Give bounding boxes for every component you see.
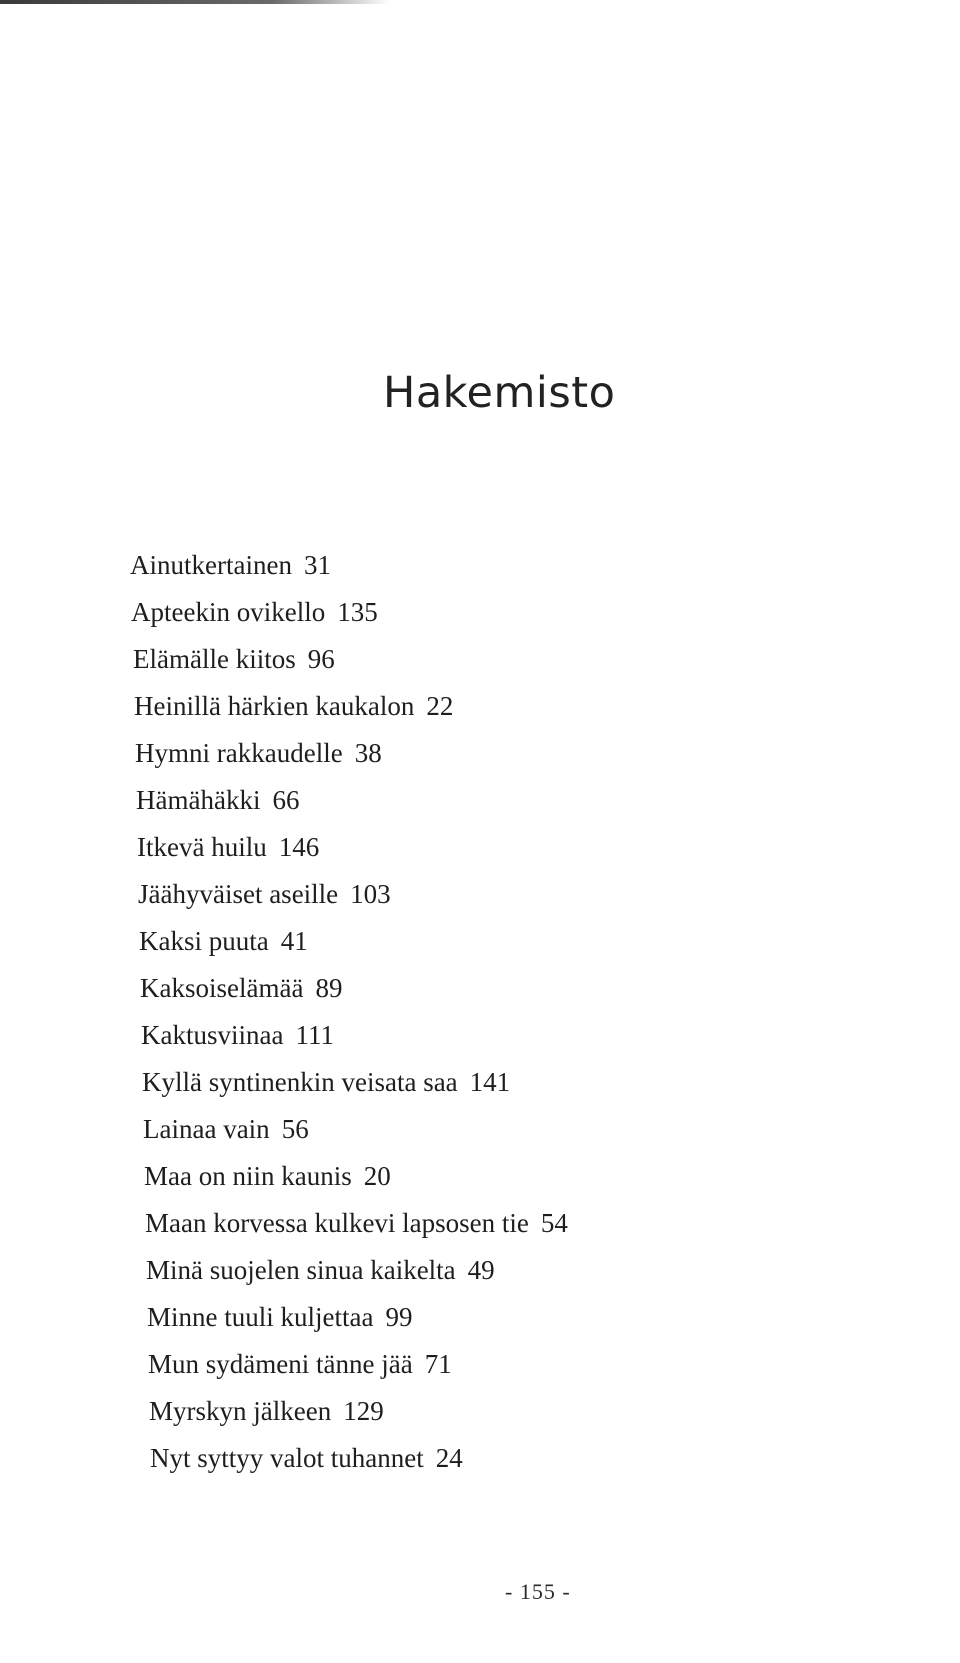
entry-page-number: 111 [295,1020,334,1050]
entry-page-number: 31 [303,550,331,580]
index-entry [139,928,308,955]
index-entry [148,1351,452,1378]
entry-title: Ainutkertainen [130,550,292,580]
entry-title: Myrskyn jälkeen [149,1396,332,1426]
index-entry [131,599,378,626]
entry-page-number: 129 [343,1396,384,1426]
entry-page-number: 103 [350,879,391,909]
index-entry [134,693,453,720]
entry-title: Hämähäkki [136,785,261,815]
index-entry [136,787,299,814]
entry-page-number: 20 [363,1161,391,1191]
entry-title: Kaksoiselämää [140,973,304,1003]
entry-page-number: 24 [435,1443,463,1473]
index-entry [135,740,382,767]
entry-title: Mun sydämeni tänne jää [148,1349,413,1379]
page-title: Hakemisto [383,368,616,418]
scan-edge [0,0,390,4]
entry-page-number: 38 [354,738,382,768]
entry-page-number: 22 [426,691,454,721]
entry-title: Lainaa vain [143,1114,270,1144]
index-entry [150,1445,463,1472]
entry-page-number: 135 [337,597,378,627]
entry-page-number: 54 [540,1208,568,1238]
index-entry [133,646,335,673]
entry-page-number: 41 [280,926,308,956]
entry-page-number: 49 [467,1255,495,1285]
entry-title: Maa on niin kaunis [144,1161,352,1191]
index-entry [137,834,319,861]
entry-page-number: 99 [385,1302,413,1332]
page-number: - 155 - [505,1579,571,1604]
entry-title: Minne tuuli kuljettaa [147,1302,374,1332]
entry-page-number: 96 [307,644,335,674]
index-entry [141,1022,334,1049]
index-entry [149,1398,384,1425]
entry-page-number: 141 [469,1067,511,1097]
entry-title: Jäähyväiset aseille [138,879,339,909]
entry-page-number: 56 [281,1114,309,1144]
entry-page-number: 146 [278,832,320,862]
index-entry [142,1069,510,1096]
index-entry [145,1210,568,1237]
entry-title: Elämälle kiitos [133,644,296,674]
index-entry [143,1116,309,1143]
index-entry [144,1163,391,1190]
entry-title: Maan korvessa kulkevi lapsosen tie [145,1208,529,1238]
index-entry [130,552,331,579]
entry-title: Hymni rakkaudelle [135,738,343,768]
entry-title: Nyt syttyy valot tuhannet [150,1443,424,1473]
entry-title: Heinillä härkien kaukalon [134,691,415,721]
entry-title: Itkevä huilu [137,832,267,862]
entry-page-number: 89 [315,973,343,1003]
entry-page-number: 71 [424,1349,452,1379]
index-entry [140,975,342,1002]
index-entry [138,881,391,908]
entry-title: Apteekin ovikello [131,597,326,627]
entry-title: Minä suojelen sinua kaikelta [146,1255,456,1285]
entry-title: Kyllä syntinenkin veisata saa [142,1067,458,1097]
entry-page-number: 66 [272,785,300,815]
index-entry [146,1257,495,1284]
entry-title: Kaksi puuta [139,926,269,956]
entry-title: Kaktusviinaa [141,1020,284,1050]
index-entry [147,1304,412,1331]
